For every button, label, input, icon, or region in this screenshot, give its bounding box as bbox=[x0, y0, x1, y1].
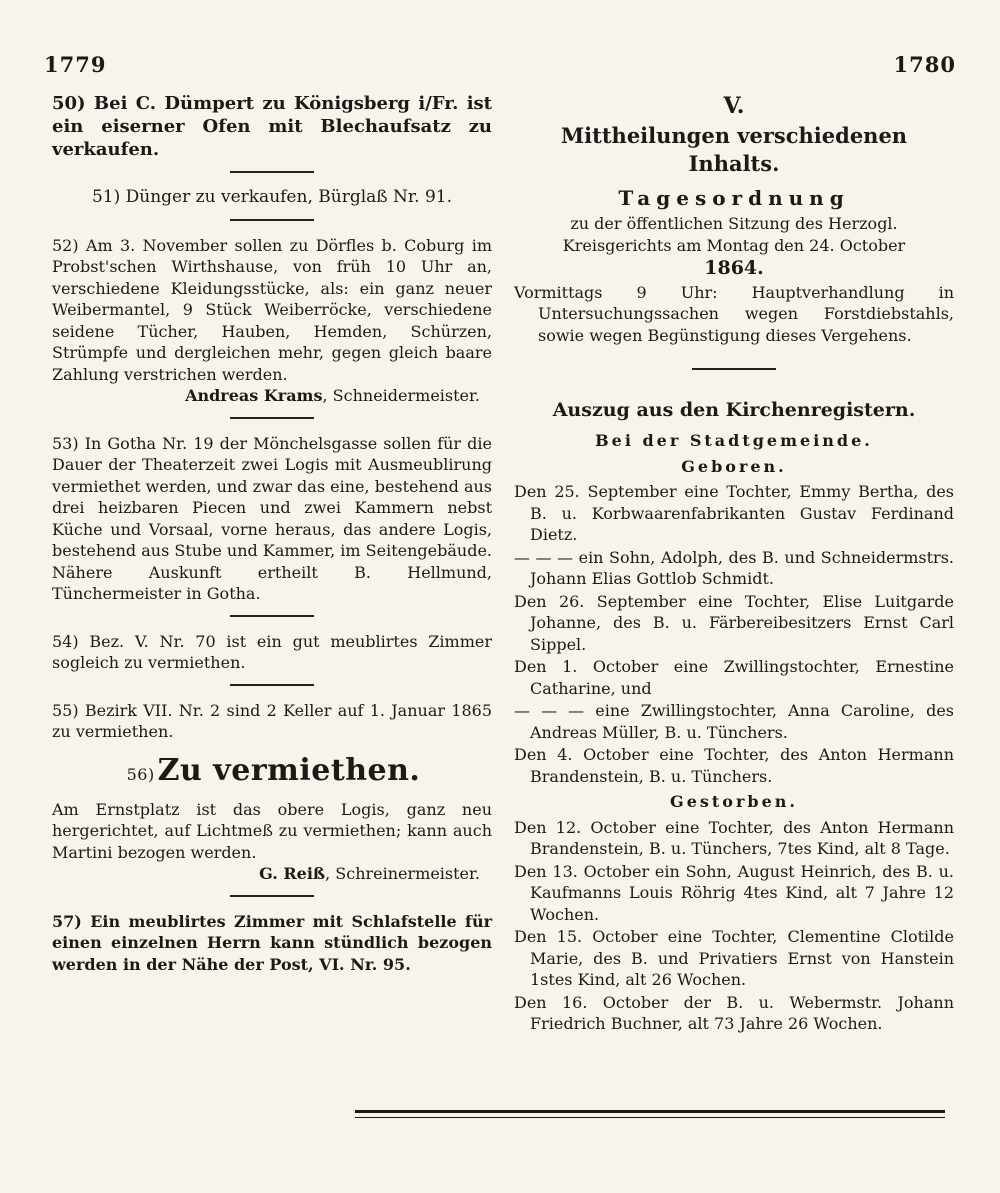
signature-name: Andreas Krams bbox=[185, 386, 323, 405]
ad-52-text: 52) Am 3. November sollen zu Dörfles b. Coburg im Probst'schen Wirthshause, von früh 10 Uhr an, verschiedene Kleidungsstücke, als: ein ganz neuer Weibermantel, 9 Stück Weiberröcke, verschiedene seidene Tücher, Hauben, Hemden, Schürzen, Strümpfe und dergleichen mehr, gegen gleich baare Zahlung verstrichen werden. bbox=[52, 235, 492, 384]
list-item: Den 13. October ein Sohn, August Heinrich, des B. u. Kaufmanns Louis Röhrig 4tes Kind, alt 7 Jahre 12 Wochen. bbox=[514, 861, 954, 924]
ad-52 bbox=[52, 235, 492, 407]
died-heading: Gestorben. bbox=[670, 792, 798, 811]
list-item: Den 4. October eine Tochter, des Anton Hermann Brandenstein, B. u. Tünchers. bbox=[514, 745, 954, 786]
bottom-rule bbox=[355, 1110, 945, 1113]
ad-52-signature bbox=[52, 385, 492, 407]
list-item: Den 15. October eine Tochter, Clementine Clotilde Marie, des B. und Privatiers Ernst von Hanstein 1stes Kind, alt 26 Wochen. bbox=[514, 927, 954, 989]
list-item: — — — eine Zwillingstochter, Anna Caroline, des Andreas Müller, B. u. Tünchers. bbox=[514, 701, 954, 742]
list-item: Den 26. September eine Tochter, Elise Luitgarde Johanne, des B. u. Färbereibesitzers Ernst Carl Sippel. bbox=[514, 591, 954, 654]
ad-56-text: Am Ernstplatz ist das obere Logis, ganz neu hergerichtet, auf Lichtmeß zu vermiethen; kann auch Martini bezogen werden. bbox=[52, 799, 492, 862]
list-item: Den 1. October eine Zwillingstochter, Ernestine Catharine, und bbox=[514, 657, 954, 698]
list-item: Den 12. October eine Tochter, des Anton Hermann Brandenstein, B. u. Tünchers, 7tes Kind, alt 8 Tage. bbox=[514, 817, 954, 858]
ad-57-text: 57) Ein meublirtes Zimmer mit Schlafstelle für einen einzelnen Herrn kann stündlich bezogen werden in der Nähe der Post, VI. Nr. 95. bbox=[52, 911, 492, 974]
agenda-title: Tagesordnung bbox=[618, 185, 850, 210]
page-number-left: 1779 bbox=[44, 52, 107, 77]
ad-56-signature bbox=[52, 863, 492, 885]
parish-heading: Bei der Stadtgemeinde. bbox=[595, 431, 873, 450]
signature-role: , Schreinermeister. bbox=[325, 864, 480, 883]
signature-name: G. Reiß bbox=[259, 864, 326, 883]
ad-55 bbox=[52, 700, 492, 743]
separator bbox=[230, 684, 314, 686]
ad-50 bbox=[52, 92, 492, 161]
signature-role: , Schneidermeister. bbox=[322, 386, 480, 405]
separator bbox=[230, 171, 314, 173]
right-column bbox=[514, 92, 954, 1036]
section-number: V. bbox=[723, 93, 745, 119]
ad-53 bbox=[52, 433, 492, 605]
separator bbox=[230, 417, 314, 419]
ad-56-number: 56) bbox=[126, 764, 155, 784]
left-column bbox=[52, 92, 492, 985]
born-heading: Geboren. bbox=[681, 456, 787, 476]
separator bbox=[692, 368, 776, 370]
ad-56-heading bbox=[52, 753, 492, 793]
separator bbox=[230, 615, 314, 617]
ad-53-text: 53) In Gotha Nr. 19 der Mönchelsgasse sollen für die Dauer der Theaterzeit zwei Logis mit Ausmeublirung vermiethet werden, und zwar das eine, bestehend aus drei heizbaren Piecen und zwei Kammern nebst Küche und Vorsaal, vorne heraus, das andere Logis, bestehend aus Stube und Kammer, im Seitengebäude. Nähere Auskunft ertheilt B. Hellmund, Tünchermeister in Gotha. bbox=[52, 433, 492, 603]
ad-50-text: 50) Bei C. Dümpert zu Königsberg i/Fr. ist ein eiserner Ofen mit Blechaufsatz zu verkaufen. bbox=[52, 93, 492, 160]
ad-51 bbox=[52, 187, 492, 209]
ad-56 bbox=[52, 753, 492, 885]
agenda-year: 1864. bbox=[704, 257, 764, 279]
born-list bbox=[514, 481, 954, 787]
registry-title: Auszug aus den Kirchenregistern. bbox=[552, 399, 916, 421]
bottom-rule-thin bbox=[355, 1117, 945, 1118]
ad-51-text: 51) Dünger zu verkaufen, Bürglaß Nr. 91. bbox=[91, 187, 453, 207]
page-number-right: 1780 bbox=[893, 52, 956, 77]
separator bbox=[230, 219, 314, 221]
list-item: Den 25. September eine Tochter, Emmy Bertha, des B. u. Korbwaarenfabrikanten Gustav Ferdinand Dietz. bbox=[514, 482, 954, 544]
ad-57 bbox=[52, 911, 492, 976]
agenda-item: Vormittags 9 Uhr: Hauptverhandlung in Untersuchungssachen wegen Forstdiebstahls, sowie wegen Begünstigung dieses Vergehens. bbox=[514, 282, 954, 345]
separator bbox=[230, 895, 314, 897]
list-item: Den 16. October der B. u. Webermstr. Johann Friedrich Buchner, alt 73 Jahre 26 Wochen. bbox=[514, 992, 954, 1033]
agenda-intro: zu der öffentlichen Sitzung des Herzogl. Kreisgerichts am Montag den 24. October bbox=[562, 214, 906, 255]
ad-55-text: 55) Bezirk VII. Nr. 2 sind 2 Keller auf 1. Januar 1865 zu vermiethen. bbox=[52, 700, 492, 741]
died-list bbox=[514, 817, 954, 1035]
section-title: Mittheilungen verschiedenen Inhalts. bbox=[560, 122, 908, 176]
ad-54-text: 54) Bez. V. Nr. 70 ist ein gut meublirtes Zimmer sogleich zu vermiethen. bbox=[52, 631, 492, 672]
ad-54 bbox=[52, 631, 492, 674]
list-item: — — — ein Sohn, Adolph, des B. und Schneidermstrs. Johann Elias Gottlob Schmidt. bbox=[514, 547, 954, 588]
ad-56-title: Zu vermiethen. bbox=[157, 752, 421, 788]
